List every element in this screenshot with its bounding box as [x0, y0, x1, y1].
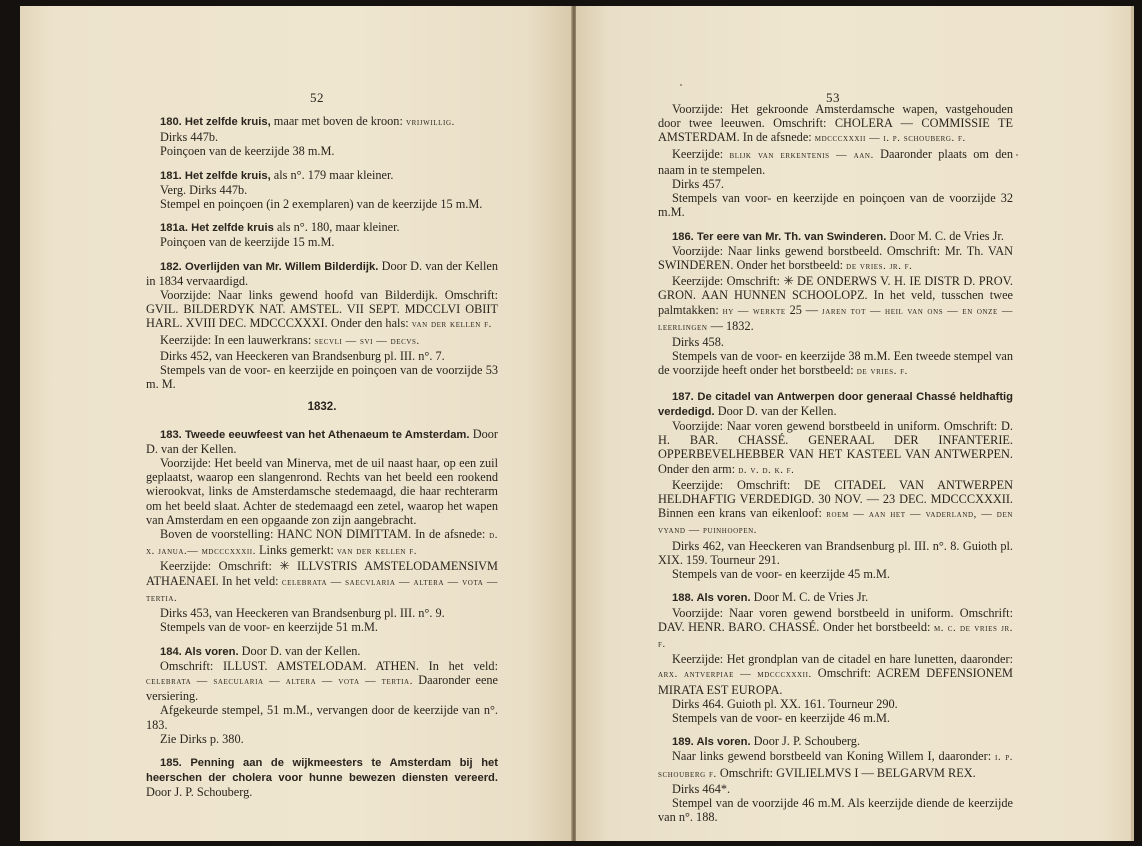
- entry-paragraph: Voorzijde: Het beeld van Minerva, met de uil naast haar, op een zuil geplaatst, waarop een slangenrond. Rechts van het beeld een rookend wierookvat, links de Amsterdamsche stedemaagd, die haar rechterarm om het beeld slaat. Achter de stedemaagd een zetel, waarop het wapen van Amsterdam en een opgaande zon zijn aangebracht.: [146, 456, 498, 527]
- left-page: [20, 6, 572, 841]
- small-caps-inscription: celebrata — saecvlaria — altera — vota — tertia.: [146, 576, 498, 604]
- entry-paragraph: Dirks 464*.: [672, 781, 731, 796]
- entry-paragraph: 181. Het zelfde kruis, als n°. 179 maar kleiner.: [160, 167, 394, 182]
- year-heading: 1832.: [307, 401, 337, 414]
- entry-paragraph: 182. Overlijden van Mr. Willem Bilderdijk. Door D. van der Kellen in 1834 vervaardigd.: [146, 258, 498, 288]
- entry-number: 187.: [672, 390, 698, 403]
- entry-paragraph: Naar links gewend borstbeeld van Koning Willem I, daaronder: i. p. schouberg f. Omschrift: GVILIELMVS I — BELGARVM REX.: [658, 749, 1013, 780]
- entry-paragraph: Stempel van de voorzijde 46 m.M. Als keerzijde diende de keerzijde van n°. 188.: [658, 795, 1013, 825]
- entry-paragraph: Dirks 453, van Heeckeren van Brandsenburg pl. III. n°. 9.: [160, 606, 445, 621]
- entry-paragraph: Keerzijde: Omschrift: DE CITADEL VAN ANTWERPEN HELDHAFTIG VERDEDIGD. 30 NOV. — 23 DEC. MDCCCXXXII. Binnen een krans van eikenloof: roem — aan het — vaderland, — den vyand — puinhoopen.: [658, 477, 1013, 537]
- small-caps-inscription: jaren tot — heil van ons — en onze — leerlingen: [658, 305, 1013, 333]
- catalog-entry: [146, 644, 498, 746]
- entry-paragraph: 186. Ter eere van Mr. Th. van Swinderen. Door M. C. de Vries Jr.: [672, 228, 1004, 243]
- entry-paragraph: Poinçoen van de keerzijde 15 m.M.: [160, 235, 335, 250]
- entry-title: De citadel van Antwerpen door generaal Chassé heldhaftig verdedigd.: [658, 390, 1013, 418]
- catalog-entry: [146, 259, 498, 392]
- entry-paragraph: Dirks 458.: [672, 335, 724, 350]
- entry-title: Ter eere van Mr. Th. van Swinderen.: [696, 230, 890, 243]
- entry-paragraph: 180. Het zelfde kruis, maar met boven de kroon: vrijwillig.: [160, 114, 455, 128]
- entry-paragraph: Voorzijde: Naar voren gewend borstbeeld in uniform. Omschrift: D. H. BAR. CHASSÉ. GENERAAL DER INFANTERIE. OPPERBEVELHEBBER VAN HET KASTEEL VAN ANTWERPEN. Onder den arm: d. v. d. k. f.: [658, 419, 1013, 476]
- entry-paragraph: Stempels van de voor- en keerzijde en poinçoen van de voorzijde 53 m. M.: [146, 363, 498, 392]
- small-caps-inscription: d. x. janua.— mdcccxxxii.: [146, 530, 498, 558]
- entry-number: 189.: [672, 736, 697, 749]
- small-caps-inscription: van der kellen f.: [411, 319, 492, 331]
- page-number-left: 52: [310, 90, 324, 105]
- entry-paragraph: Keerzijde: Omschrift: ✳ ILLVSTRIS AMSTELODAMENSIVM ATHAENAEI. In het veld: celebrata — saecvlaria — altera — vota — tertia.: [146, 559, 498, 604]
- entry-title: Als voren.: [696, 592, 754, 605]
- small-caps-inscription: van der kellen f.: [336, 546, 417, 558]
- entry-paragraph: Stempels van voor- en keerzijde en poinçoen van de voorzijde 32 m.M.: [658, 191, 1013, 220]
- entry-paragraph: Omschrift: ILLUST. AMSTELODAM. ATHEN. In het veld: celebrata — saecularia — altera — vota — tertia. Daaronder eene versiering.: [146, 658, 499, 704]
- entry-title: Als voren.: [184, 645, 242, 658]
- small-caps-inscription: hy — werkte: [722, 305, 786, 317]
- small-caps-inscription: de vries. jr. f.: [846, 261, 913, 273]
- entry-paragraph: Boven de voorstelling: HANC NON DIMITTAM. In de afsnede: d. x. janua.— mdcccxxxii. Links gemerkt: van der kellen f.: [146, 527, 498, 558]
- entry-number: 183.: [160, 428, 186, 441]
- entry-paragraph: Voorzijde: Naar links gewend hoofd van Bilderdijk. Omschrift: GVIL. BILDERDYK NAT. AMSTEL. VII SEPT. MDCCLVI OBIIT HARL. XVIII DEC. MDCCCXXXI. Onder den hals: van der kellen f.: [146, 288, 498, 331]
- entry-paragraph: Afgekeurde stempel, 51 m.M., vervangen door de keerzijde van n°. 183.: [146, 703, 498, 732]
- catalog-entry: [658, 734, 1013, 824]
- page-edge: [1131, 6, 1134, 841]
- entry-paragraph: 183. Tweede eeuwfeest van het Athenaeum te Amsterdam. Door D. van der Kellen.: [146, 426, 498, 456]
- entry-paragraph: 181a. Het zelfde kruis als n°. 180, maar kleiner.: [160, 220, 400, 235]
- entry-paragraph: 187. De citadel van Antwerpen door generaal Chassé heldhaftig verdedigd. Door D. van der Kellen.: [658, 390, 1013, 418]
- small-caps-inscription: vrijwillig.: [405, 117, 455, 128]
- entry-paragraph: Zie Dirks p. 380.: [160, 731, 244, 746]
- entry-paragraph: Stempels van de voor- en keerzijde 46 m.M.: [672, 710, 890, 725]
- entry-number: 186.: [672, 230, 697, 243]
- entry-paragraph: Voorzijde: Het gekroonde Amsterdamsche wapen, vastgehouden door twee leeuwen. Omschrift: CHOLERA — COMMISSIE TE AMSTERDAM. In de afsnede: mdcccxxxii — i. p. schouberg. f.: [658, 102, 1013, 145]
- entry-number: 181.: [160, 169, 185, 182]
- entry-number: 182.: [160, 260, 186, 273]
- small-caps-inscription: d. v. d. k. f.: [738, 464, 795, 476]
- small-caps-inscription: celebrata — saecularia — altera — vota — tertia.: [146, 675, 413, 687]
- entry-title: Overlijden van Mr. Willem Bilderdijk.: [185, 260, 382, 273]
- entry-paragraph: 188. Als voren. Door M. C. de Vries Jr.: [672, 590, 869, 605]
- entry-number: 185.: [160, 756, 191, 769]
- catalog-entry: [146, 168, 498, 212]
- paper-speck: [1016, 154, 1018, 156]
- entry-paragraph: Dirks 452, van Heeckeren van Brandsenburg pl. III. n°. 7.: [160, 348, 445, 363]
- entry-paragraph: 185. Penning aan de wijkmeesters te Amsterdam bij het heerschen der cholera voor hunne bewezen diensten vereerd. Door J. P. Schouberg.: [146, 756, 498, 800]
- catalog-entry: [146, 427, 498, 635]
- entry-title: Het zelfde kruis,: [184, 169, 274, 182]
- entry-paragraph: Poinçoen van de keerzijde 38 m.M.: [160, 144, 335, 159]
- small-caps-inscription: i. p. schouberg f.: [658, 752, 1013, 780]
- entry-paragraph: 184. Als voren. Door D. van der Kellen.: [160, 643, 361, 658]
- entry-paragraph: Stempels van de voor- en keerzijde 51 m.M.: [160, 620, 378, 635]
- entry-paragraph: Dirks 462, van Heeckeren van Brandsenburg pl. III. n°. 8. Guioth pl. XIX. 159. Tourneur 291.: [658, 538, 1013, 567]
- entry-title: Het zelfde kruis,: [184, 116, 274, 128]
- entry-number: 181a.: [160, 222, 192, 235]
- catalog-entry: [658, 102, 1013, 220]
- catalog-entry: [658, 229, 1013, 380]
- entry-title: Als voren.: [696, 736, 754, 749]
- entry-title: Het zelfde kruis: [191, 222, 277, 235]
- small-caps-inscription: roem — aan het — vaderland, — den vyand — puinhoopen.: [658, 509, 1013, 537]
- small-caps-inscription: blijk van erkentenis — aan.: [729, 149, 874, 161]
- catalog-entry: [658, 590, 1013, 725]
- catalog-entry: [146, 220, 498, 249]
- entry-paragraph: Verg. Dirks 447b.: [160, 182, 248, 197]
- catalog-entry: [146, 114, 498, 159]
- small-caps-inscription: m. c. de vries jr. f.: [658, 622, 1013, 650]
- entry-paragraph: Stempels van de voor- en keerzijde 38 m.M. Een tweede stempel van de voorzijde heeft onder het borstbeeld: de vries. f.: [658, 349, 1013, 378]
- catalog-entry: [658, 389, 1013, 582]
- right-page: [576, 6, 1132, 841]
- entry-paragraph: Stempels van de voor- en keerzijde 45 m.M.: [672, 567, 890, 582]
- left-page-text: [146, 114, 498, 809]
- entry-paragraph: Voorzijde: Naar links gewend borstbeeld. Omschrift: Mr. Th. VAN SWINDEREN. Onder het borstbeeld: de vries. jr. f.: [658, 243, 1013, 273]
- entry-title: Tweede eeuwfeest van het Athenaeum te Amsterdam.: [185, 428, 473, 441]
- entry-number: 184.: [160, 645, 185, 658]
- entry-paragraph: Keerzijde: blijk van erkentenis — aan. Daaronder plaats om den naam in te stempelen.: [658, 146, 1013, 177]
- right-page-text: [658, 102, 1013, 833]
- small-caps-inscription: mdcccxxxii — i. p. schouberg. f.: [814, 133, 966, 145]
- entry-paragraph: Keerzijde: Het grondplan van de citadel en hare lunetten, daaronder: arx. antverpiae — mdcccxxxii. Omschrift: ACREM DEFENSIONEM MIRATA EST EUROPA.: [658, 652, 1013, 697]
- entry-paragraph: Dirks 464. Guioth pl. XX. 161. Tourneur 290.: [672, 696, 898, 711]
- entry-paragraph: Dirks 447b.: [160, 130, 219, 145]
- small-caps-inscription: de vries. f.: [856, 366, 908, 378]
- entry-paragraph: Dirks 457.: [672, 177, 724, 192]
- entry-number: 188.: [672, 592, 697, 605]
- entry-paragraph: Stempel en poinçoen (in 2 exemplaren) van de keerzijde 15 m.M.: [160, 197, 483, 212]
- entry-paragraph: 189. Als voren. Door J. P. Schouberg.: [672, 734, 861, 749]
- entry-title: Penning aan de wijkmeesters te Amsterdam bij het heerschen der cholera voor hunne bewezen diensten vereerd.: [146, 756, 498, 785]
- page-number-right: 53: [826, 90, 840, 105]
- small-caps-inscription: secvli — svi — decvs.: [314, 335, 420, 347]
- catalog-entry: [146, 755, 498, 800]
- paper-speck: [680, 84, 682, 86]
- entry-number: 180.: [160, 116, 185, 128]
- entry-paragraph: Voorzijde: Naar voren gewend borstbeeld in uniform. Omschrift: DAV. HENR. BARO. CHASSÉ. Onder het borstbeeld: m. c. de vries jr. f.: [658, 605, 1013, 650]
- entry-paragraph: Keerzijde: In een lauwerkrans: secvli — svi — decvs.: [160, 332, 420, 347]
- entry-paragraph: Keerzijde: Omschrift: ✳ DE ONDERWS V. H. IE DISTR D. PROV. GRON. AAN HUNNEN SCHOOLOPZ. In het veld, tusschen twee palmtakken: hy — werkte 25 — jaren tot — heil van ons — en onze — leerlingen — 1832.: [658, 274, 1013, 333]
- small-caps-inscription: arx. antverpiae — mdcccxxxii.: [658, 669, 812, 681]
